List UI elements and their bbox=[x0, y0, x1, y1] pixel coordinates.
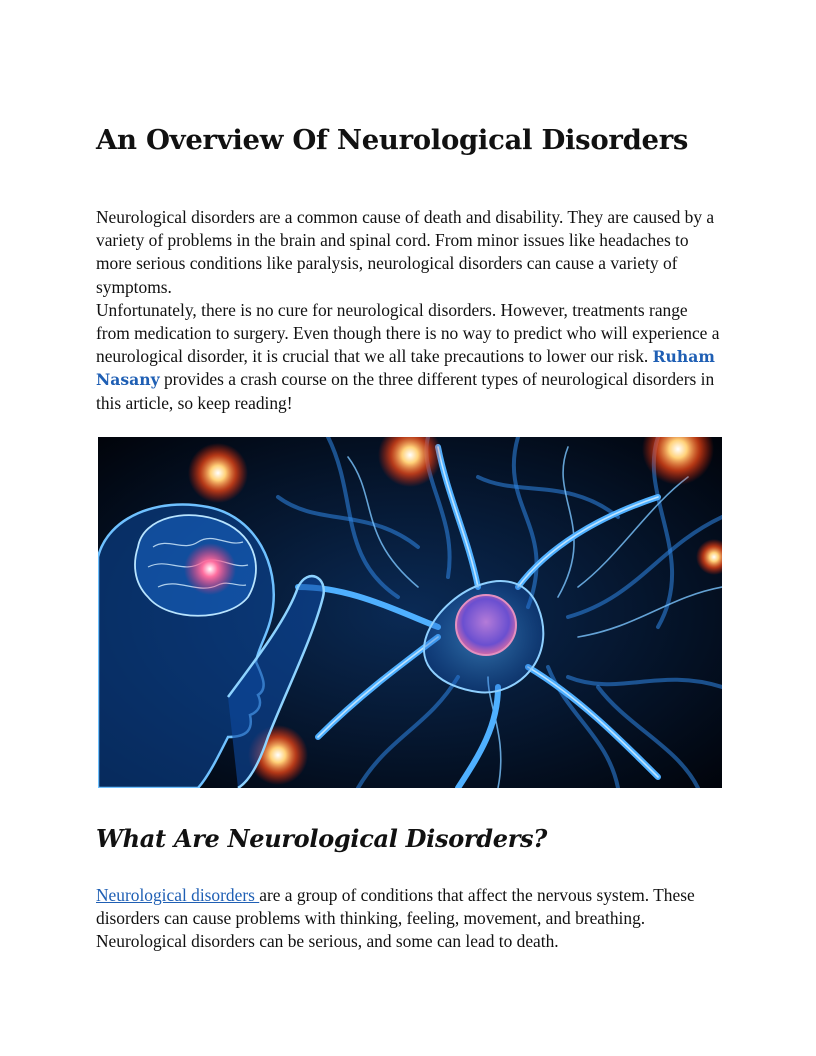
intro-paragraph-2-start: Unfortunately, there is no cure for neurological disorders. However, treatments range from medication to surgery. Even though there is no way to predict who will experience a neurological disorder, it is crucial that we all take precautions to lower our risk. bbox=[96, 299, 720, 367]
page-title: An Overview Of Neurological Disorders bbox=[96, 124, 689, 156]
ruham-nasany-link[interactable]: Ruham Nasany bbox=[96, 347, 715, 390]
intro-paragraph-2-end: provides a crash course on the three different types of neurological disorders in this article, so keep reading! bbox=[96, 369, 715, 413]
section-paragraph bbox=[96, 884, 724, 954]
neurological-disorders-link[interactable]: Neurological disorders bbox=[96, 885, 260, 905]
section-heading: What Are Neurological Disorders? bbox=[96, 824, 548, 853]
neuron-illustration-icon bbox=[98, 437, 722, 788]
intro-text bbox=[96, 206, 724, 415]
intro-paragraph-1: Neurological disorders are a common cause of death and disability. They are caused by a variety of problems in the brain and spinal cord. From minor issues like headaches to more serious conditions like paralysis, neurological disorders can cause a variety of symptoms. bbox=[96, 207, 715, 297]
neuron-illustration bbox=[98, 437, 722, 788]
section-paragraph-text: are a group of conditions that affect the nervous system. These disorders can cause problems with thinking, feeling, movement, and breathing. Neurological disorders can be serious, and some can lead to death. bbox=[96, 885, 695, 952]
intro-paragraph-2 bbox=[96, 299, 724, 415]
